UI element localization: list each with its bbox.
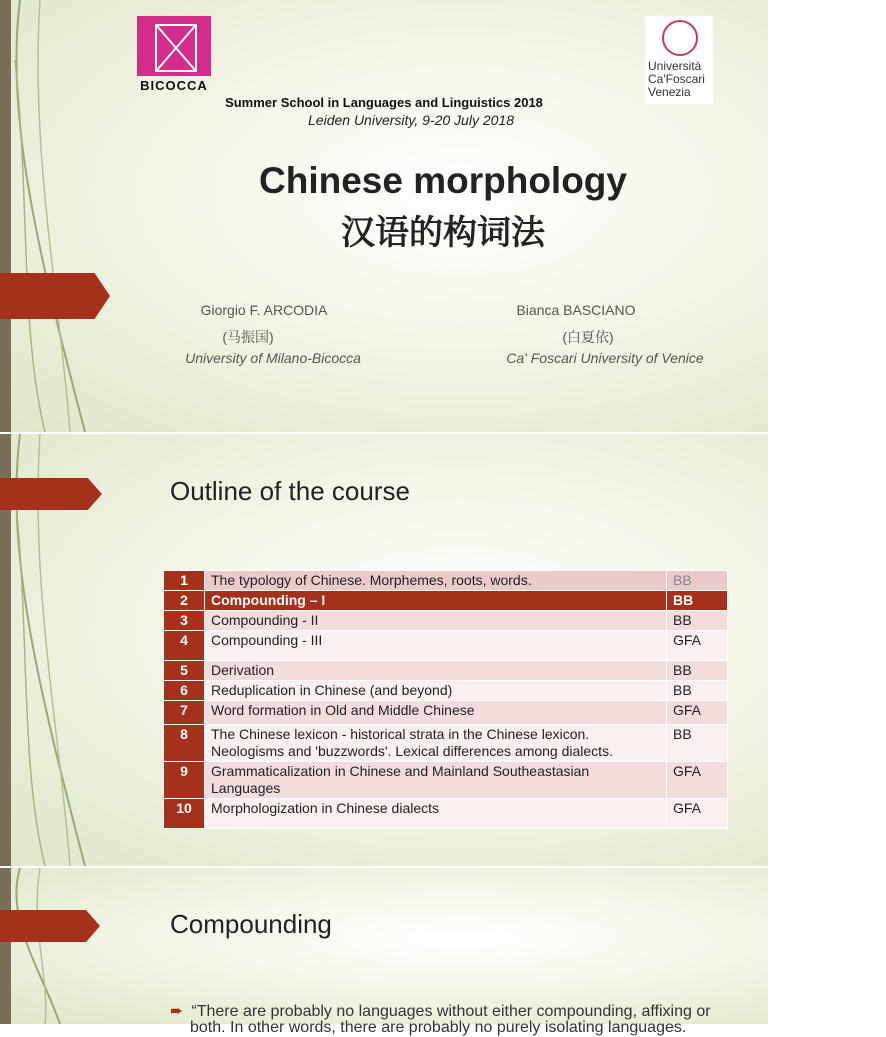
logo-cross-icon xyxy=(157,26,195,70)
quote-line2: both. In other words, there are probably no purely isolating languages. xyxy=(190,1019,687,1036)
foscari-logo xyxy=(645,16,713,104)
table-row xyxy=(164,661,728,681)
lesson-lecturer: GFA xyxy=(667,762,728,799)
quote-line1: “There are probably no languages without either compounding, affixing or xyxy=(191,1003,711,1020)
compounding-heading: Compounding xyxy=(170,909,332,939)
lesson-number: 3 xyxy=(164,611,205,631)
foscari-logo-line2: Ca'Foscari xyxy=(648,72,705,86)
lesson-lecturer: BB xyxy=(667,681,728,701)
author1-name: Giorgio F. ARCODIA xyxy=(200,302,328,318)
compounding-slide xyxy=(0,868,768,1036)
lesson-topic: The typology of Chinese. Morphemes, roots, words. xyxy=(205,571,667,591)
left-bar xyxy=(0,868,11,1024)
lesson-lecturer: GFA xyxy=(667,701,728,725)
lesson-topic: Compounding – I xyxy=(205,591,667,611)
foscari-logo-line3: Venezia xyxy=(648,85,691,99)
school-subtitle: Leiden University, 9-20 July 2018 xyxy=(308,112,514,128)
red-arrow-marker xyxy=(0,478,102,510)
author1-chinese-name: (马振国) xyxy=(222,329,274,345)
table-row-highlighted xyxy=(164,591,728,611)
bicocca-logo-text: BICOCCA xyxy=(140,78,208,93)
arrow-bullet-icon: ➨ xyxy=(170,1003,184,1020)
table-row xyxy=(164,725,728,762)
table-row xyxy=(164,701,728,725)
foscari-seal-icon xyxy=(662,20,698,56)
lesson-topic: Word formation in Old and Middle Chinese xyxy=(205,701,667,725)
decorative-curves xyxy=(0,868,100,1024)
lesson-topic: The Chinese lexicon - historical strata in the Chinese lexicon. Neologisms and 'buzzwords'. Lexical differences among dialects. xyxy=(205,725,667,762)
outline-heading: Outline of the course xyxy=(170,476,410,506)
lesson-lecturer: BB xyxy=(667,591,728,611)
lesson-lecturer: BB xyxy=(667,611,728,631)
lesson-number: 5 xyxy=(164,661,205,681)
title-slide xyxy=(0,0,768,432)
school-title: Summer School in Languages and Linguistics 2018 xyxy=(225,95,543,110)
lesson-number: 6 xyxy=(164,681,205,701)
outline-slide xyxy=(0,434,768,866)
table-row xyxy=(164,681,728,701)
lesson-topic: Derivation xyxy=(205,661,667,681)
table-row xyxy=(164,611,728,631)
lesson-lecturer: GFA xyxy=(667,799,728,829)
slide-title: Chinese morphology xyxy=(259,160,627,201)
slide-title-chinese: 汉语的构词法 xyxy=(341,214,545,252)
lesson-number: 1 xyxy=(164,571,205,591)
lesson-lecturer: BB xyxy=(667,571,728,591)
lesson-lecturer: GFA xyxy=(667,631,728,661)
author2-chinese-name: (白夏依) xyxy=(562,329,614,345)
author2-affiliation: Ca' Foscari University of Venice xyxy=(506,350,704,366)
lesson-number: 8 xyxy=(164,725,205,762)
lesson-topic: Compounding - III xyxy=(205,631,667,661)
lesson-number: 9 xyxy=(164,762,205,799)
lesson-number: 7 xyxy=(164,701,205,725)
lesson-topic: Morphologization in Chinese dialects xyxy=(205,799,667,829)
red-arrow-marker xyxy=(0,910,100,942)
lesson-lecturer: BB xyxy=(667,661,728,681)
table-row xyxy=(164,571,728,591)
red-arrow-marker xyxy=(0,273,110,319)
course-outline-table xyxy=(163,570,728,829)
lesson-topic: Compounding - II xyxy=(205,611,667,631)
bicocca-logo xyxy=(137,16,211,94)
lesson-lecturer: BB xyxy=(667,725,728,762)
author2-name: Bianca BASCIANO xyxy=(516,302,636,318)
table-row xyxy=(164,631,728,661)
lesson-topic: Grammaticalization in Chinese and Mainland Southeastasian Languages xyxy=(205,762,667,799)
lesson-number: 10 xyxy=(164,799,205,829)
author1-affiliation: University of Milano-Bicocca xyxy=(185,350,361,366)
lesson-number: 4 xyxy=(164,631,205,661)
foscari-logo-line1: Università xyxy=(648,59,702,73)
lesson-topic: Reduplication in Chinese (and beyond) xyxy=(205,681,667,701)
lesson-number: 2 xyxy=(164,591,205,611)
table-row xyxy=(164,799,728,829)
quote-bullet xyxy=(170,1001,711,1021)
table-row xyxy=(164,762,728,799)
